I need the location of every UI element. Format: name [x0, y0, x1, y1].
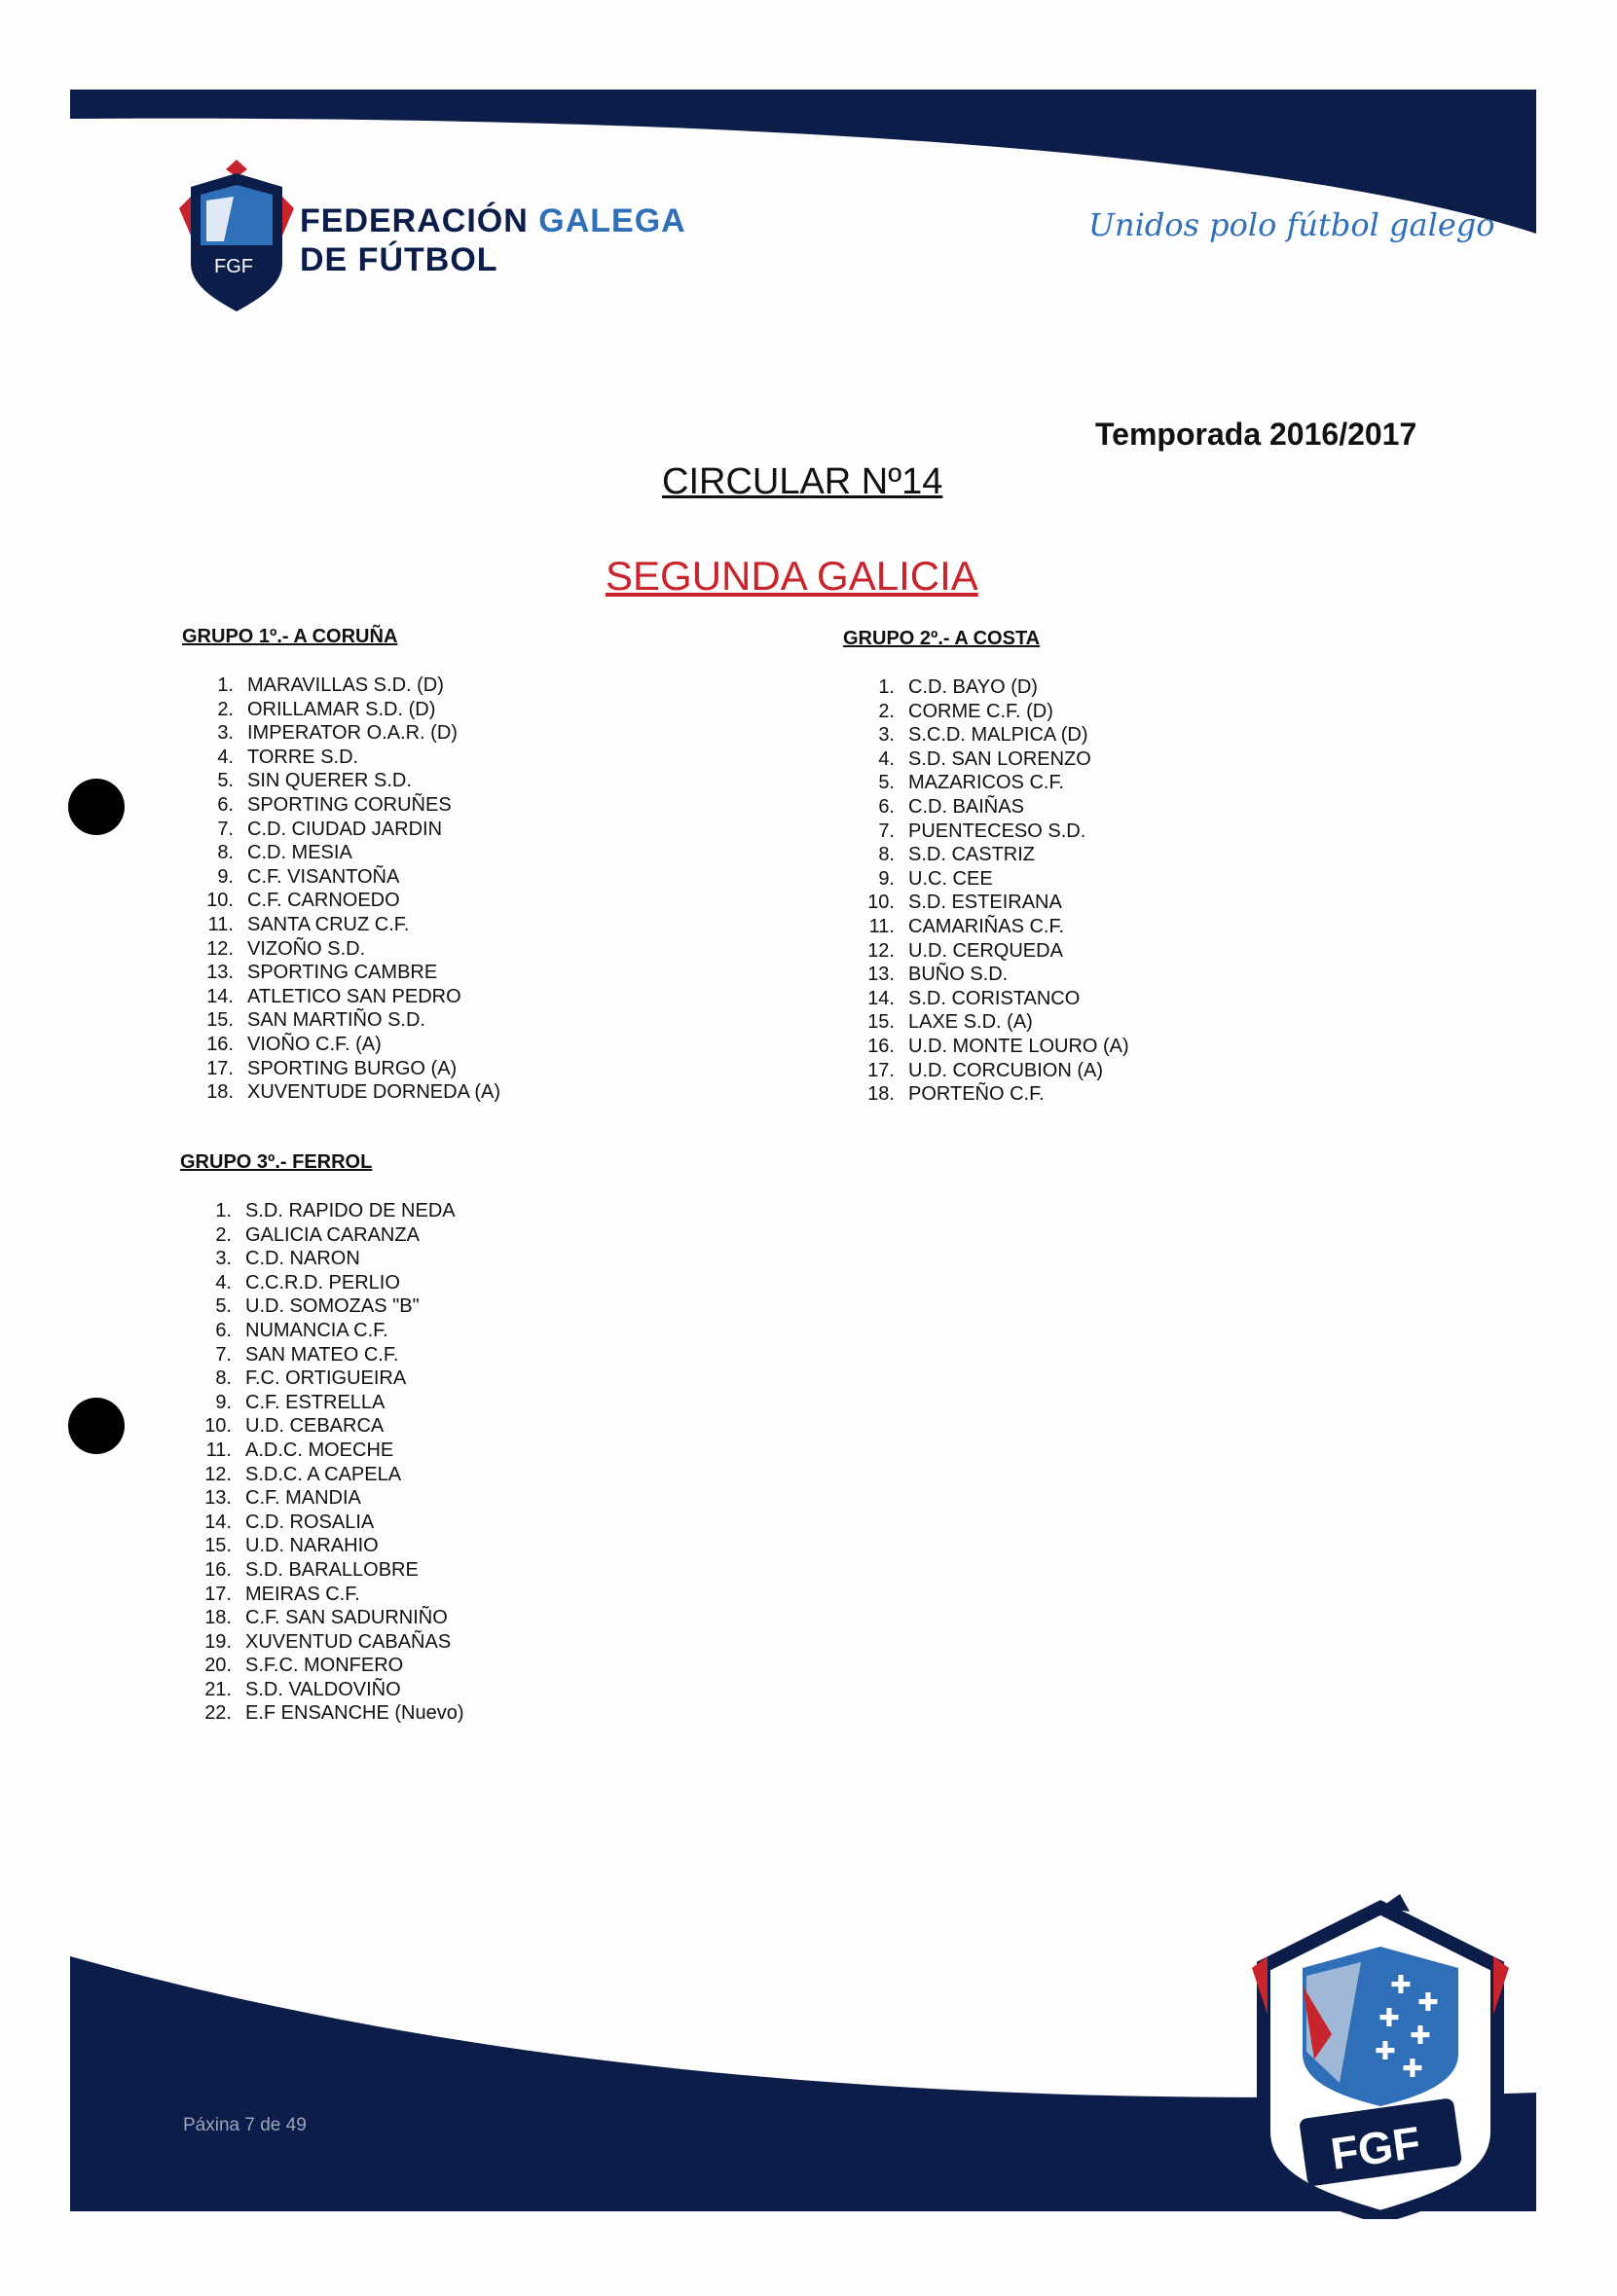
team-name: PUENTECESO S.D.: [908, 820, 1086, 842]
team-list-item: [193, 913, 500, 937]
team-number: 1.: [878, 676, 895, 698]
group-3-title: GRUPO 3º.- FERROL: [180, 1151, 373, 1173]
team-number: 9.: [878, 867, 895, 890]
team-name: XUVENTUD CABAÑAS: [245, 1630, 452, 1653]
team-number: 4.: [215, 1271, 232, 1294]
team-name: C.C.R.D. PERLIO: [245, 1271, 400, 1294]
team-name: C.D. BAYO (D): [908, 676, 1038, 698]
team-list-item: [193, 961, 500, 985]
team-name: S.D. CORISTANCO: [908, 987, 1081, 1009]
team-number: 10.: [867, 892, 895, 914]
team-name: F.C. ORTIGUEIRA: [245, 1367, 407, 1390]
team-name: MEIRAS C.F.: [245, 1583, 360, 1605]
team-name: S.F.C. MONFERO: [245, 1655, 404, 1677]
team-number: 2.: [215, 1223, 232, 1246]
team-list-item: [854, 747, 1129, 772]
team-name: SAN MATEO C.F.: [245, 1343, 399, 1366]
team-name: U.D. CORCUBION (A): [908, 1059, 1103, 1081]
team-list-item: [854, 795, 1129, 820]
team-list-item: [191, 1511, 464, 1535]
team-number: 17.: [206, 1057, 234, 1079]
team-name: PORTEÑO C.F.: [908, 1083, 1045, 1106]
team-list-item: [193, 1008, 500, 1033]
group-2-title: GRUPO 2º.- A COSTA: [843, 628, 1041, 649]
team-list-item: [854, 675, 1129, 700]
team-number: 13.: [206, 962, 234, 984]
team-number: 9.: [215, 1391, 232, 1413]
team-number: 1.: [215, 1200, 232, 1221]
team-number: 15.: [206, 1009, 234, 1032]
brand-line1-accent: GALEGA: [538, 202, 686, 239]
team-number: 7.: [217, 818, 234, 840]
team-number: 6.: [215, 1319, 232, 1341]
team-name: GALICIA CARANZA: [245, 1223, 420, 1246]
team-name: SPORTING CAMBRE: [247, 962, 438, 984]
team-number: 4.: [878, 747, 895, 770]
team-name: MAZARICOS C.F.: [908, 772, 1065, 794]
svg-text:✚: ✚: [1375, 2037, 1396, 2066]
team-name: VIZOÑO S.D.: [247, 937, 366, 960]
team-list-item: [193, 889, 500, 913]
team-list-item: [191, 1678, 464, 1702]
team-list-item: [193, 818, 500, 842]
team-name: SANTA CRUZ C.F.: [247, 913, 410, 935]
team-number: 4.: [217, 746, 234, 768]
team-list-item: [193, 985, 500, 1009]
team-number: 19.: [204, 1630, 232, 1653]
team-name: ORILLAMAR S.D. (D): [247, 698, 436, 720]
team-list-item: [193, 769, 500, 793]
team-number: 5.: [878, 772, 895, 794]
team-list-item: [854, 723, 1129, 747]
team-list-item: [191, 1606, 464, 1630]
team-number: 3.: [217, 722, 234, 745]
logo-top-text: FGF: [214, 256, 253, 277]
team-number: 1.: [217, 674, 234, 696]
team-list-item: [191, 1534, 464, 1558]
team-name: C.D. NARON: [245, 1248, 360, 1270]
team-name: C.F. ESTRELLA: [245, 1391, 386, 1413]
team-number: 10.: [206, 890, 234, 912]
team-name: S.D. SAN LORENZO: [908, 747, 1091, 770]
team-number: 18.: [206, 1081, 234, 1104]
punch-hole-bottom: [68, 1398, 125, 1454]
team-name: U.D. SOMOZAS "B": [245, 1295, 420, 1318]
team-name: MARAVILLAS S.D. (D): [247, 674, 444, 696]
team-name: C.D. ROSALIA: [245, 1511, 375, 1533]
team-name: XUVENTUDE DORNEDA (A): [247, 1081, 501, 1104]
team-number: 14.: [867, 987, 895, 1009]
team-name: S.D.C. A CAPELA: [245, 1463, 402, 1485]
team-number: 14.: [206, 985, 234, 1007]
team-number: 18.: [867, 1083, 895, 1106]
team-number: 13.: [204, 1487, 232, 1510]
team-list-item: [191, 1247, 464, 1271]
team-name: LAXE S.D. (A): [908, 1011, 1033, 1034]
team-list-item: [854, 700, 1129, 724]
team-name: S.D. BARALLOBRE: [245, 1558, 419, 1581]
team-name: C.F. VISANTOÑA: [247, 865, 400, 888]
team-list-item: [193, 721, 500, 746]
svg-text:✚: ✚: [1410, 2022, 1431, 2051]
team-list-item: [191, 1558, 464, 1583]
group-3-team-list: [191, 1199, 464, 1726]
page-number: Páxina 7 de 49: [183, 2115, 307, 2135]
team-number: 9.: [217, 865, 234, 888]
svg-text:✚: ✚: [1417, 1988, 1439, 2018]
team-list-item: [193, 841, 500, 865]
team-list-item: [854, 867, 1129, 892]
team-list-item: [193, 1080, 500, 1105]
team-number: 5.: [217, 770, 234, 792]
team-number: 6.: [217, 793, 234, 816]
brand-name: [300, 201, 686, 279]
fgf-shield-logo: [173, 158, 300, 313]
team-name: CORME C.F. (D): [908, 700, 1053, 722]
team-list-item: [191, 1271, 464, 1295]
team-name: SAN MARTIÑO S.D.: [247, 1009, 425, 1032]
team-name: VIOÑO C.F. (A): [247, 1033, 382, 1055]
brand-line1: FEDERACIÓN: [300, 202, 529, 239]
team-list-item: [854, 939, 1129, 964]
team-list-item: [191, 1463, 464, 1487]
team-number: 7.: [215, 1343, 232, 1366]
team-name: E.F ENSANCHE (Nuevo): [245, 1702, 464, 1725]
team-list-item: [191, 1701, 464, 1726]
team-number: 13.: [867, 964, 895, 986]
team-list-item: [854, 771, 1129, 795]
team-name: ATLETICO SAN PEDRO: [247, 985, 461, 1007]
svg-text:✚: ✚: [1402, 2055, 1423, 2084]
team-name: SPORTING BURGO (A): [247, 1057, 458, 1079]
svg-text:✚: ✚: [1390, 1971, 1412, 2000]
group-2-team-list: [854, 675, 1129, 1107]
team-name: U.D. MONTE LOURO (A): [908, 1035, 1129, 1057]
team-number: 16.: [867, 1035, 895, 1057]
team-number: 17.: [867, 1059, 895, 1081]
team-number: 15.: [867, 1011, 895, 1034]
team-name: U.D. CEBARCA: [245, 1415, 385, 1438]
brand-line2: DE FÚTBOL: [300, 241, 498, 278]
team-number: 6.: [878, 795, 895, 818]
team-list-item: [854, 963, 1129, 987]
team-number: 16.: [206, 1033, 234, 1055]
punch-hole-top: [68, 779, 125, 835]
team-name: S.D. CASTRIZ: [908, 844, 1036, 866]
team-list-item: [191, 1294, 464, 1319]
group-1-title: GRUPO 1º.- A CORUÑA: [182, 626, 398, 647]
team-number: 2.: [217, 698, 234, 720]
team-name: U.D. CERQUEDA: [908, 939, 1063, 962]
team-list-item: [191, 1199, 464, 1223]
team-number: 7.: [878, 820, 895, 842]
team-list-item: [191, 1583, 464, 1607]
team-list-item: [191, 1630, 464, 1655]
team-number: 3.: [878, 724, 895, 747]
team-list-item: [193, 674, 500, 698]
team-number: 14.: [204, 1511, 232, 1533]
team-list-item: [191, 1439, 464, 1463]
team-list-item: [191, 1391, 464, 1415]
team-number: 8.: [878, 844, 895, 866]
svg-text:✚: ✚: [1378, 2004, 1400, 2033]
team-number: 11.: [205, 1439, 232, 1461]
team-list-item: [191, 1414, 464, 1439]
team-list-item: [193, 1033, 500, 1057]
team-name: NUMANCIA C.F.: [245, 1319, 388, 1341]
team-number: 5.: [215, 1295, 232, 1318]
team-name: IMPERATOR O.A.R. (D): [247, 722, 458, 745]
team-number: 10.: [204, 1415, 232, 1438]
team-number: 21.: [204, 1678, 232, 1700]
team-list-item: [193, 746, 500, 770]
team-number: 8.: [217, 842, 234, 864]
team-list-item: [193, 1057, 500, 1081]
team-list-item: [193, 865, 500, 890]
team-name: U.C. CEE: [908, 867, 993, 890]
team-name: S.D. ESTEIRANA: [908, 892, 1062, 914]
team-number: 22.: [204, 1702, 232, 1725]
division-title: SEGUNDA GALICIA: [606, 553, 978, 599]
team-number: 12.: [204, 1463, 232, 1485]
fgf-shield-logo-large: [1244, 1888, 1517, 2219]
team-name: C.F. SAN SADURNIÑO: [245, 1607, 448, 1629]
team-name: C.D. MESIA: [247, 842, 352, 864]
team-list-item: [854, 843, 1129, 867]
team-number: 11.: [207, 913, 234, 935]
team-number: 17.: [204, 1583, 232, 1605]
team-number: 20.: [204, 1655, 232, 1677]
team-name: A.D.C. MOECHE: [245, 1439, 394, 1461]
team-list-item: [191, 1654, 464, 1678]
team-name: C.F. MANDIA: [245, 1487, 361, 1510]
team-number: 12.: [867, 939, 895, 962]
team-list-item: [854, 1010, 1129, 1035]
team-name: SIN QUERER S.D.: [247, 770, 412, 792]
season-label: Temporada 2016/2017: [1095, 417, 1417, 452]
team-number: 12.: [206, 937, 234, 960]
team-list-item: [193, 698, 500, 722]
team-number: 15.: [204, 1535, 232, 1557]
team-name: S.D. RAPIDO DE NEDA: [245, 1200, 456, 1221]
logo-bottom-text: FGF: [1327, 2116, 1424, 2179]
team-list-item: [854, 1059, 1129, 1083]
team-list-item: [854, 820, 1129, 844]
team-list-item: [191, 1367, 464, 1391]
team-name: S.D. VALDOVIÑO: [245, 1678, 401, 1700]
team-number: 8.: [215, 1367, 232, 1390]
team-number: 11.: [868, 915, 895, 937]
team-number: 2.: [878, 700, 895, 722]
team-name: SPORTING CORUÑES: [247, 793, 452, 816]
team-list-item: [854, 891, 1129, 915]
team-name: C.D. CIUDAD JARDIN: [247, 818, 443, 840]
team-list-item: [191, 1223, 464, 1248]
team-name: C.D. BAIÑAS: [908, 795, 1024, 818]
team-name: BUÑO S.D.: [908, 964, 1009, 986]
slogan: Unidos polo fútbol galego: [1088, 206, 1495, 243]
team-list-item: [193, 937, 500, 962]
team-number: 3.: [215, 1248, 232, 1270]
team-name: TORRE S.D.: [247, 746, 359, 768]
team-list-item: [854, 1035, 1129, 1059]
team-list-item: [191, 1343, 464, 1367]
team-list-item: [191, 1486, 464, 1511]
team-list-item: [854, 1082, 1129, 1107]
team-list-item: [193, 793, 500, 818]
team-name: C.F. CARNOEDO: [247, 890, 400, 912]
circular-title: CIRCULAR Nº14: [662, 461, 943, 502]
team-name: CAMARIÑAS C.F.: [908, 915, 1065, 937]
team-name: S.C.D. MALPICA (D): [908, 724, 1088, 747]
team-list-item: [854, 915, 1129, 939]
group-1-team-list: [193, 674, 500, 1105]
team-name: U.D. NARAHIO: [245, 1535, 379, 1557]
team-number: 18.: [204, 1607, 232, 1629]
team-number: 16.: [204, 1558, 232, 1581]
team-list-item: [854, 987, 1129, 1011]
team-list-item: [191, 1319, 464, 1343]
